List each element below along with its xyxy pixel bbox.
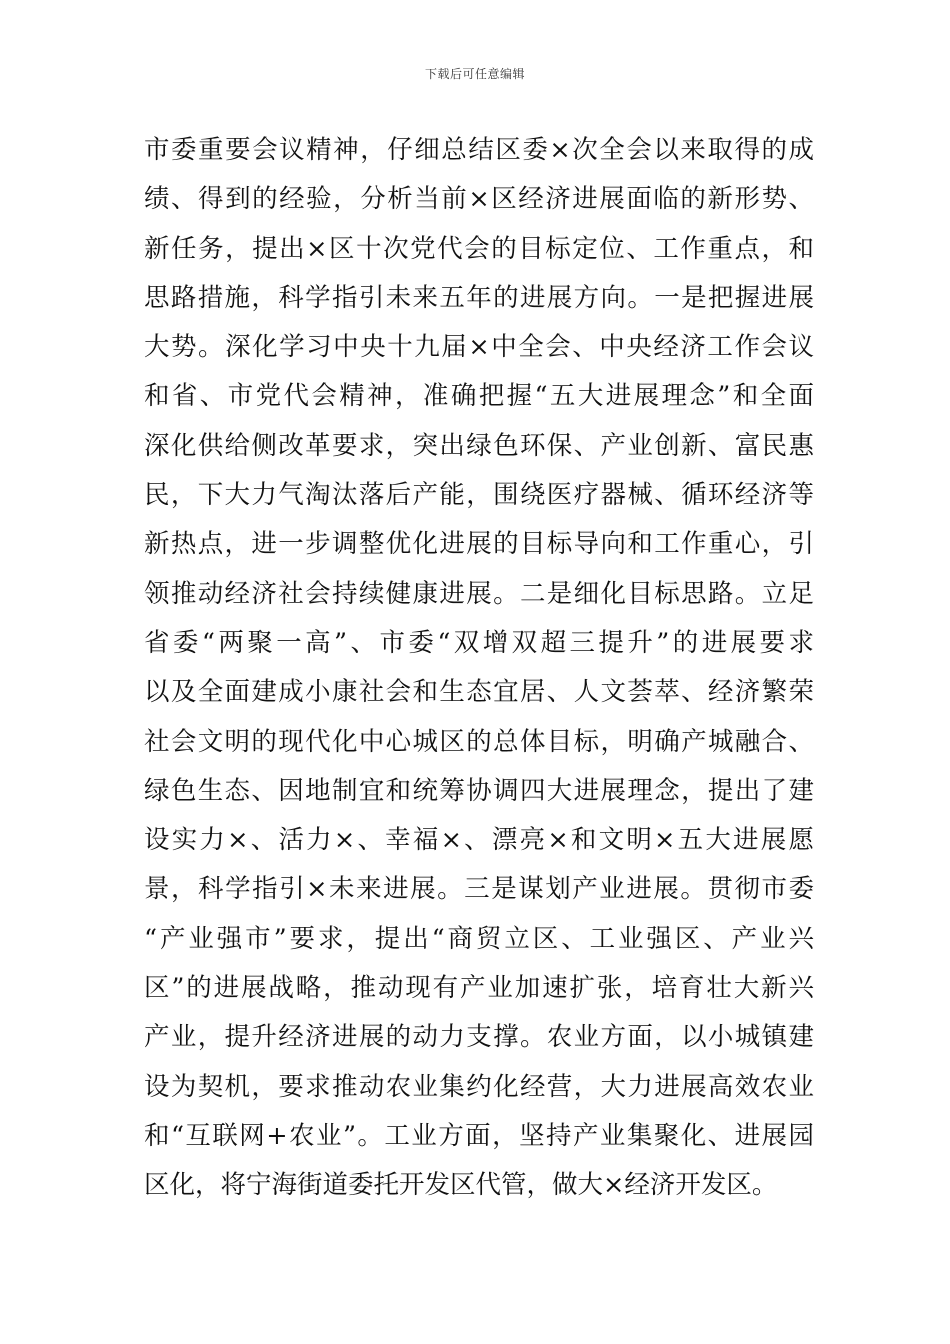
text-line: 领推动经济社会持续健康进展。二是细化目标思路。立足 [144,578,814,609]
text-line: 设实力×、活力×、幸福×、漂亮×和文明×五大进展愿 [144,825,814,856]
document-body [144,126,814,1211]
page-header: 下载后可任意编辑 [424,67,525,81]
text-line: 市委重要会议精神，仔细总结区委×次全会以来取得的成 [144,135,814,165]
text-line: 区化，将宁海街道委托开发区代管，做大×经济开发区。 [144,1170,778,1201]
text-line: 景，科学指引×未来进展。三是谋划产业进展。贯彻市委 [144,874,814,905]
text-line: 省委“两聚一高”、市委“双增双超三提升”的进展要求 [144,627,814,658]
text-line: 绿色生态、因地制宜和统筹协调四大进展理念，提出了建 [144,775,814,806]
text-line: 产业，提升经济进展的动力支撑。农业方面，以小城镇建 [144,1022,814,1053]
text-line: 绩、得到的经验，分析当前×区经济进展面临的新形势、 [144,184,814,215]
text-line: 思路措施，科学指引未来五年的进展方向。一是把握进展 [144,282,814,313]
text-line: 深化供给侧改革要求，突出绿色环保、产业创新、富民惠 [144,430,814,461]
text-line: 设为契机，要求推动农业集约化经营，大力进展高效农业 [144,1071,814,1102]
text-line: 大势。深化学习中央十九届×中全会、中央经济工作会议 [144,332,814,363]
text-line: 和省、市党代会精神，准确把握“五大进展理念”和全面 [144,381,814,412]
text-line: “产业强市”要求，提出“商贸立区、工业强区、产业兴 [144,923,814,954]
text-line: 新任务，提出×区十次党代会的目标定位、工作重点，和 [144,233,814,264]
text-line: 以及全面建成小康社会和生态宜居、人文荟萃、经济繁荣 [144,677,814,708]
text-line: 新热点，进一步调整优化进展的目标导向和工作重心，引 [144,529,814,560]
text-line: 和“互联网+农业”。工业方面，坚持产业集聚化、进展园 [144,1120,814,1151]
text-line: 民，下大力气淘汰落后产能，围绕医疗器械、循环经济等 [144,480,814,511]
text-line: 区”的进展战略，推动现有产业加速扩张，培育壮大新兴 [144,973,814,1004]
text-line: 社会文明的现代化中心城区的总体目标，明确产城融合、 [144,726,814,757]
